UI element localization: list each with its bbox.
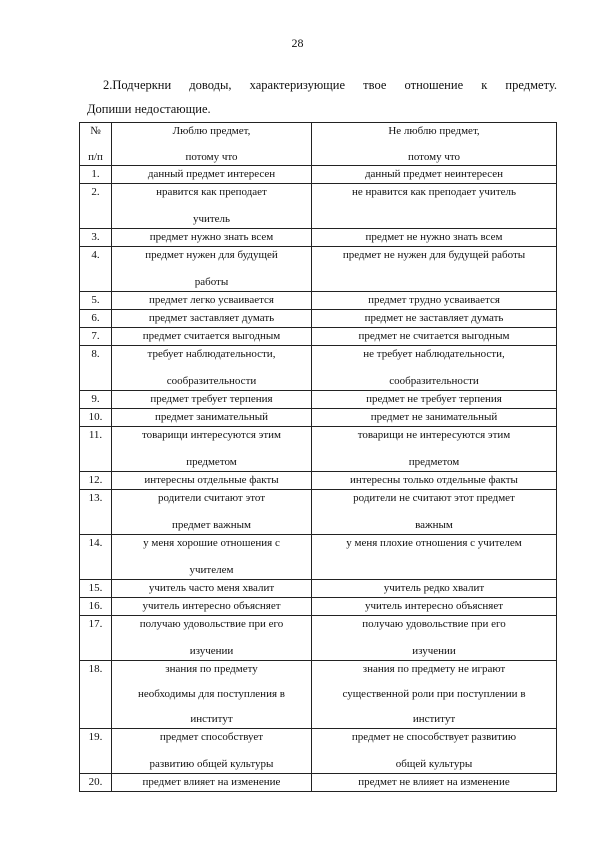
row-number: 7. bbox=[80, 328, 112, 346]
like-reason-text: необходимы для поступления в bbox=[138, 688, 285, 700]
dislike-reason-text: общей культуры bbox=[395, 758, 473, 770]
dislike-reason-text: у меня плохие отношения с учителем bbox=[346, 537, 522, 549]
dislike-reason-cell bbox=[312, 247, 557, 292]
like-reason-cell bbox=[112, 535, 312, 580]
attitude-table bbox=[79, 122, 557, 792]
like-reason-cell bbox=[112, 616, 312, 661]
row-number: 15. bbox=[80, 580, 112, 598]
row-number: 9. bbox=[80, 391, 112, 409]
dislike-reason-text: не нравится как преподает учитель bbox=[351, 186, 517, 198]
like-reason-text: товарищи интересуются этим bbox=[141, 429, 282, 441]
row-number: 11. bbox=[80, 427, 112, 472]
page-number: 28 bbox=[291, 36, 304, 50]
like-reason-cell bbox=[112, 247, 312, 292]
table-row bbox=[80, 310, 557, 328]
dislike-reason-text: данный предмет неинтересен bbox=[364, 168, 504, 180]
like-reason-text: предмет нужно знать всем bbox=[149, 231, 274, 243]
like-reason-cell bbox=[112, 391, 312, 409]
instruction-line-1: 2.Подчеркни доводы, характеризующие твое отношение к предмету. bbox=[103, 78, 557, 92]
like-reason-text: у меня хорошие отношения с bbox=[143, 537, 280, 549]
like-reason-cell bbox=[112, 310, 312, 328]
table-row bbox=[80, 472, 557, 490]
like-reason-text: работы bbox=[194, 276, 229, 288]
like-reason-cell bbox=[112, 774, 312, 792]
table-header-row bbox=[80, 123, 557, 166]
row-number: 13. bbox=[80, 490, 112, 535]
dislike-reason-cell bbox=[312, 391, 557, 409]
row-number: 17. bbox=[80, 616, 112, 661]
row-number: 12. bbox=[80, 472, 112, 490]
dislike-reason-text: интересны только отдельные факты bbox=[350, 474, 518, 486]
row-number: 10. bbox=[80, 409, 112, 427]
table-row bbox=[80, 247, 557, 292]
dislike-reason-cell bbox=[312, 292, 557, 310]
row-number: 16. bbox=[80, 598, 112, 616]
dislike-reason-cell bbox=[312, 409, 557, 427]
like-reason-text: изучении bbox=[189, 645, 234, 657]
like-reason-text: получаю удовольствие при его bbox=[139, 618, 284, 630]
like-reason-cell bbox=[112, 328, 312, 346]
dislike-reason-text: предмет не нужен для будущей работы bbox=[342, 249, 526, 261]
row-number: 8. bbox=[80, 346, 112, 391]
dislike-reason-text: предмет не занимательный bbox=[370, 411, 498, 423]
like-reason-text: знания по предмету bbox=[165, 663, 258, 675]
dislike-reason-text: предмет не требует терпения bbox=[366, 393, 502, 405]
header-number-symbol: № bbox=[90, 125, 101, 137]
table-row bbox=[80, 346, 557, 391]
row-number: 14. bbox=[80, 535, 112, 580]
like-reason-text: предмет влияет на изменение bbox=[142, 776, 281, 788]
dislike-reason-text: родители не считают этот предмет bbox=[353, 492, 515, 504]
dislike-reason-text: предмет не способствует развитию bbox=[351, 731, 517, 743]
dislike-reason-text: важным bbox=[415, 519, 453, 531]
row-number: 1. bbox=[80, 166, 112, 184]
dislike-reason-text: предмет не нужно знать всем bbox=[365, 231, 503, 243]
dislike-reason-cell bbox=[312, 166, 557, 184]
dislike-reason-text: сообразительности bbox=[389, 375, 479, 387]
like-reason-text: нравится как преподает bbox=[156, 186, 267, 198]
like-reason-text: предмет способствует bbox=[159, 731, 264, 743]
like-reason-cell bbox=[112, 729, 312, 774]
like-reason-text: предмет нужен для будущей bbox=[145, 249, 278, 261]
like-reason-text: институт bbox=[190, 713, 233, 725]
instruction-text bbox=[87, 73, 557, 121]
like-reason-text: учитель часто меня хвалит bbox=[148, 582, 275, 594]
header-like-subtitle: потому что bbox=[185, 151, 238, 163]
header-dislike-subtitle: потому что bbox=[407, 151, 461, 163]
dislike-reason-cell bbox=[312, 729, 557, 774]
table-row bbox=[80, 580, 557, 598]
like-reason-text: данный предмет интересен bbox=[147, 168, 276, 180]
like-reason-cell bbox=[112, 229, 312, 247]
table-row bbox=[80, 292, 557, 310]
dislike-reason-cell bbox=[312, 346, 557, 391]
dislike-reason-cell bbox=[312, 310, 557, 328]
instruction-line-2: Допиши недостающие. bbox=[87, 102, 211, 116]
dislike-reason-text: институт bbox=[412, 713, 456, 725]
row-number: 3. bbox=[80, 229, 112, 247]
dislike-reason-text: получаю удовольствие при его bbox=[362, 618, 506, 630]
dislike-reason-text: существенной роли при поступлении в bbox=[342, 688, 526, 700]
dislike-reason-cell bbox=[312, 490, 557, 535]
dislike-reason-cell bbox=[312, 184, 557, 229]
dislike-reason-text: предмет не считается выгодным bbox=[358, 330, 510, 342]
like-reason-text: сообразительности bbox=[166, 375, 257, 387]
header-number-cell bbox=[80, 123, 112, 166]
table-row bbox=[80, 774, 557, 792]
row-number: 2. bbox=[80, 184, 112, 229]
row-number: 5. bbox=[80, 292, 112, 310]
row-number: 4. bbox=[80, 247, 112, 292]
table-row bbox=[80, 729, 557, 774]
dislike-reason-text: предмет трудно усваивается bbox=[368, 294, 500, 306]
like-reason-text: предмет считается выгодным bbox=[142, 330, 281, 342]
like-reason-text: развитию общей культуры bbox=[149, 758, 274, 770]
dislike-reason-text: предметом bbox=[408, 456, 460, 468]
like-reason-cell bbox=[112, 184, 312, 229]
table-row bbox=[80, 490, 557, 535]
table-row bbox=[80, 166, 557, 184]
dislike-reason-text: знания по предмету не играют bbox=[362, 663, 506, 675]
dislike-reason-cell bbox=[312, 774, 557, 792]
table-row bbox=[80, 427, 557, 472]
table-row bbox=[80, 535, 557, 580]
row-number: 19. bbox=[80, 729, 112, 774]
like-reason-text: предмет требует терпения bbox=[150, 393, 273, 405]
like-reason-cell bbox=[112, 409, 312, 427]
like-reason-cell bbox=[112, 472, 312, 490]
dislike-reason-cell bbox=[312, 661, 557, 729]
like-reason-text: родители считают этот bbox=[157, 492, 266, 504]
table-row bbox=[80, 661, 557, 729]
like-reason-cell bbox=[112, 292, 312, 310]
dislike-reason-text: не требует наблюдательности, bbox=[363, 348, 505, 360]
dislike-reason-cell bbox=[312, 598, 557, 616]
header-dislike-cell bbox=[312, 123, 557, 166]
row-number: 20. bbox=[80, 774, 112, 792]
header-dislike-title: Не люблю предмет, bbox=[388, 125, 480, 137]
header-like-cell bbox=[112, 123, 312, 166]
like-reason-text: учителем bbox=[189, 564, 234, 576]
like-reason-text: предмет заставляет думать bbox=[148, 312, 275, 324]
dislike-reason-cell bbox=[312, 328, 557, 346]
header-like-title: Люблю предмет, bbox=[172, 125, 251, 137]
like-reason-cell bbox=[112, 427, 312, 472]
like-reason-cell bbox=[112, 598, 312, 616]
like-reason-text: предмет занимательный bbox=[155, 411, 268, 423]
row-number: 6. bbox=[80, 310, 112, 328]
header-number-abbrev: п/п bbox=[88, 151, 103, 163]
like-reason-text: учитель bbox=[192, 213, 231, 225]
dislike-reason-cell bbox=[312, 580, 557, 598]
table-row bbox=[80, 391, 557, 409]
table-row bbox=[80, 616, 557, 661]
like-reason-cell bbox=[112, 166, 312, 184]
like-reason-text: предмет важным bbox=[172, 519, 251, 531]
table-row bbox=[80, 598, 557, 616]
table-row bbox=[80, 184, 557, 229]
dislike-reason-text: учитель интересно объясняет bbox=[364, 600, 504, 612]
like-reason-text: предметом bbox=[186, 456, 237, 468]
table-row bbox=[80, 328, 557, 346]
row-number: 18. bbox=[80, 661, 112, 729]
like-reason-text: предмет легко усваивается bbox=[149, 294, 274, 306]
like-reason-text: интересны отдельные факты bbox=[144, 474, 279, 486]
like-reason-cell bbox=[112, 661, 312, 729]
dislike-reason-text: изучении bbox=[412, 645, 456, 657]
dislike-reason-cell bbox=[312, 427, 557, 472]
dislike-reason-cell bbox=[312, 616, 557, 661]
like-reason-text: требует наблюдательности, bbox=[147, 348, 276, 360]
dislike-reason-cell bbox=[312, 472, 557, 490]
table-row bbox=[80, 409, 557, 427]
table-row bbox=[80, 229, 557, 247]
dislike-reason-text: товарищи не интересуются этим bbox=[357, 429, 511, 441]
dislike-reason-text: предмет не заставляет думать bbox=[364, 312, 504, 324]
dislike-reason-cell bbox=[312, 229, 557, 247]
like-reason-text: учитель интересно объясняет bbox=[142, 600, 281, 612]
dislike-reason-text: предмет не влияет на изменение bbox=[358, 776, 510, 788]
like-reason-cell bbox=[112, 490, 312, 535]
like-reason-cell bbox=[112, 580, 312, 598]
dislike-reason-text: учитель редко хвалит bbox=[383, 582, 485, 594]
like-reason-cell bbox=[112, 346, 312, 391]
dislike-reason-cell bbox=[312, 535, 557, 580]
